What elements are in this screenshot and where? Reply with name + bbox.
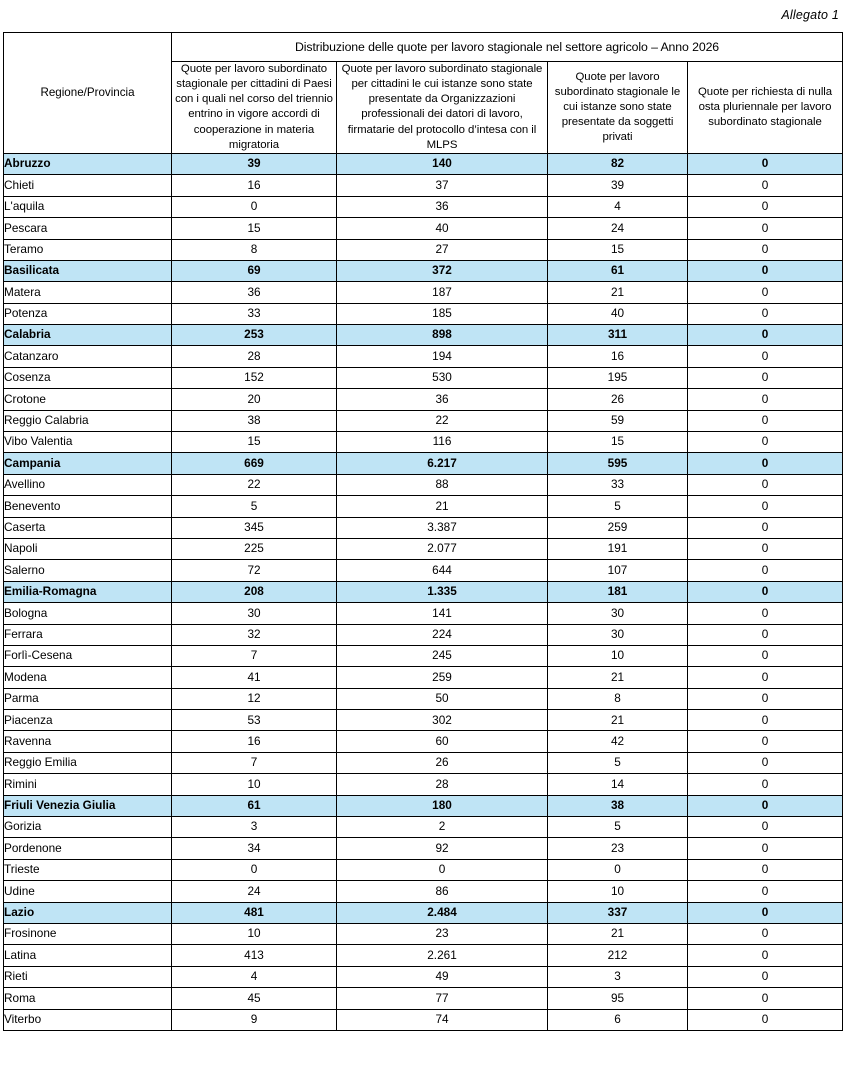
cell-quota-col2: 74 (337, 1009, 548, 1030)
cell-quota-col3: 6 (548, 1009, 688, 1030)
cell-quota-col3: 5 (548, 752, 688, 773)
cell-quota-col3: 8 (548, 688, 688, 709)
cell-quota-col3: 0 (548, 859, 688, 880)
cell-quota-col3: 5 (548, 817, 688, 838)
cell-quota-col1: 481 (172, 902, 337, 923)
cell-quota-col1: 41 (172, 667, 337, 688)
cell-quota-col1: 32 (172, 624, 337, 645)
cell-quota-col1: 5 (172, 496, 337, 517)
cell-quota-col2: 49 (337, 966, 548, 987)
table-row-province (4, 667, 843, 688)
column-header-1: Quote per lavoro subordinato stagionale per cittadini di Paesi con i quali nel corso del triennio entrino in vigore accordi di cooperazione in materia migratoria (172, 62, 337, 154)
cell-quota-col3: 21 (548, 282, 688, 303)
cell-quota-col2: 530 (337, 367, 548, 388)
cell-quota-col1: 24 (172, 881, 337, 902)
cell-quota-col4: 0 (688, 560, 843, 581)
cell-region-province-name: Gorizia (4, 817, 172, 838)
cell-quota-col1: 345 (172, 517, 337, 538)
cell-quota-col4: 0 (688, 603, 843, 624)
cell-quota-col1: 36 (172, 282, 337, 303)
cell-quota-col1: 15 (172, 432, 337, 453)
cell-region-province-name: Friuli Venezia Giulia (4, 795, 172, 816)
cell-quota-col2: 28 (337, 774, 548, 795)
cell-quota-col2: 644 (337, 560, 548, 581)
cell-quota-col1: 8 (172, 239, 337, 260)
table-row-province (4, 710, 843, 731)
cell-region-province-name: Vibo Valentia (4, 432, 172, 453)
cell-quota-col2: 6.217 (337, 453, 548, 474)
cell-quota-col4: 0 (688, 667, 843, 688)
cell-quota-col4: 0 (688, 538, 843, 559)
cell-quota-col4: 0 (688, 966, 843, 987)
cell-region-province-name: Caserta (4, 517, 172, 538)
cell-region-province-name: Forlì-Cesena (4, 645, 172, 666)
cell-region-province-name: Abruzzo (4, 153, 172, 174)
cell-quota-col2: 245 (337, 645, 548, 666)
cell-quota-col1: 208 (172, 581, 337, 602)
cell-quota-col3: 21 (548, 710, 688, 731)
table-row-province (4, 367, 843, 388)
cell-quota-col1: 7 (172, 645, 337, 666)
cell-quota-col3: 33 (548, 474, 688, 495)
cell-quota-col4: 0 (688, 282, 843, 303)
table-row-province (4, 688, 843, 709)
cell-quota-col4: 0 (688, 303, 843, 324)
cell-quota-col4: 0 (688, 496, 843, 517)
cell-quota-col4: 0 (688, 325, 843, 346)
cell-quota-col4: 0 (688, 517, 843, 538)
cell-region-province-name: Viterbo (4, 1009, 172, 1030)
cell-quota-col2: 86 (337, 881, 548, 902)
table-row-region (4, 581, 843, 602)
cell-quota-col3: 82 (548, 153, 688, 174)
cell-quota-col2: 2 (337, 817, 548, 838)
cell-region-province-name: Frosinone (4, 924, 172, 945)
cell-quota-col1: 34 (172, 838, 337, 859)
cell-quota-col2: 2.484 (337, 902, 548, 923)
cell-quota-col4: 0 (688, 710, 843, 731)
cell-region-province-name: Basilicata (4, 260, 172, 281)
cell-quota-col2: 302 (337, 710, 548, 731)
cell-quota-col4: 0 (688, 346, 843, 367)
cell-region-province-name: Chieti (4, 175, 172, 196)
cell-region-province-name: Pescara (4, 218, 172, 239)
cell-quota-col3: 14 (548, 774, 688, 795)
cell-quota-col1: 225 (172, 538, 337, 559)
row-header-cell: Regione/Provincia (4, 33, 172, 154)
cell-quota-col4: 0 (688, 474, 843, 495)
cell-quota-col1: 4 (172, 966, 337, 987)
cell-quota-col4: 0 (688, 731, 843, 752)
table-row-province (4, 496, 843, 517)
cell-quota-col2: 2.077 (337, 538, 548, 559)
table-row-region (4, 795, 843, 816)
table-row-province (4, 282, 843, 303)
cell-quota-col1: 7 (172, 752, 337, 773)
cell-region-province-name: Crotone (4, 389, 172, 410)
cell-quota-col3: 195 (548, 367, 688, 388)
cell-region-province-name: Emilia-Romagna (4, 581, 172, 602)
cell-region-province-name: Campania (4, 453, 172, 474)
table-row-province (4, 752, 843, 773)
table-row-region (4, 453, 843, 474)
cell-quota-col4: 0 (688, 153, 843, 174)
column-header-3: Quote per lavoro subordinato stagionale le cui istanze sono state presentate da soggetti privati (548, 62, 688, 154)
cell-quota-col2: 372 (337, 260, 548, 281)
table-row-province (4, 346, 843, 367)
cell-quota-col2: 2.261 (337, 945, 548, 966)
cell-region-province-name: Napoli (4, 538, 172, 559)
table-row-province (4, 474, 843, 495)
cell-quota-col3: 61 (548, 260, 688, 281)
cell-region-province-name: Piacenza (4, 710, 172, 731)
table-row-region (4, 902, 843, 923)
cell-quota-col3: 23 (548, 838, 688, 859)
cell-quota-col1: 10 (172, 924, 337, 945)
cell-quota-col4: 0 (688, 175, 843, 196)
table-row-province (4, 924, 843, 945)
cell-quota-col2: 92 (337, 838, 548, 859)
cell-quota-col2: 77 (337, 988, 548, 1009)
table-row-province (4, 432, 843, 453)
cell-quota-col2: 27 (337, 239, 548, 260)
cell-quota-col3: 5 (548, 496, 688, 517)
cell-quota-col2: 26 (337, 752, 548, 773)
cell-quota-col3: 181 (548, 581, 688, 602)
cell-quota-col3: 30 (548, 603, 688, 624)
cell-quota-col4: 0 (688, 795, 843, 816)
cell-quota-col3: 40 (548, 303, 688, 324)
column-header-4: Quote per richiesta di nulla osta pluriennale per lavoro subordinato stagionale (688, 62, 843, 154)
table-row-province (4, 239, 843, 260)
cell-quota-col4: 0 (688, 924, 843, 945)
table-row-province (4, 410, 843, 431)
cell-quota-col3: 3 (548, 966, 688, 987)
cell-quota-col1: 10 (172, 774, 337, 795)
cell-quota-col4: 0 (688, 838, 843, 859)
cell-quota-col2: 185 (337, 303, 548, 324)
cell-quota-col1: 152 (172, 367, 337, 388)
table-row-region (4, 325, 843, 346)
cell-quota-col4: 0 (688, 988, 843, 1009)
cell-quota-col3: 21 (548, 924, 688, 945)
table-row-province (4, 731, 843, 752)
table-row-province (4, 838, 843, 859)
cell-quota-col4: 0 (688, 239, 843, 260)
cell-region-province-name: Catanzaro (4, 346, 172, 367)
cell-region-province-name: Salerno (4, 560, 172, 581)
cell-quota-col1: 30 (172, 603, 337, 624)
cell-quota-col4: 0 (688, 624, 843, 645)
cell-quota-col2: 194 (337, 346, 548, 367)
cell-quota-col4: 0 (688, 752, 843, 773)
table-row-region (4, 260, 843, 281)
cell-quota-col4: 0 (688, 196, 843, 217)
cell-quota-col1: 45 (172, 988, 337, 1009)
cell-quota-col1: 15 (172, 218, 337, 239)
annex-label: Allegato 1 (781, 8, 839, 22)
cell-quota-col4: 0 (688, 881, 843, 902)
table-row-province (4, 1009, 843, 1030)
table-row-province (4, 303, 843, 324)
cell-quota-col4: 0 (688, 945, 843, 966)
cell-quota-col1: 9 (172, 1009, 337, 1030)
table-row-province (4, 966, 843, 987)
cell-region-province-name: Parma (4, 688, 172, 709)
cell-quota-col2: 36 (337, 389, 548, 410)
cell-region-province-name: Ravenna (4, 731, 172, 752)
table-header (4, 33, 843, 154)
cell-quota-col3: 10 (548, 645, 688, 666)
cell-quota-col3: 337 (548, 902, 688, 923)
cell-region-province-name: Ferrara (4, 624, 172, 645)
table-row-province (4, 603, 843, 624)
cell-quota-col3: 15 (548, 239, 688, 260)
cell-quota-col2: 0 (337, 859, 548, 880)
cell-quota-col2: 23 (337, 924, 548, 945)
cell-quota-col1: 61 (172, 795, 337, 816)
cell-quota-col4: 0 (688, 1009, 843, 1030)
cell-quota-col1: 669 (172, 453, 337, 474)
cell-quota-col1: 53 (172, 710, 337, 731)
table-row-province (4, 560, 843, 581)
cell-region-province-name: Bologna (4, 603, 172, 624)
cell-quota-col1: 253 (172, 325, 337, 346)
cell-quota-col2: 36 (337, 196, 548, 217)
table-title-row (4, 33, 843, 62)
cell-quota-col1: 22 (172, 474, 337, 495)
cell-quota-col1: 72 (172, 560, 337, 581)
column-header-2: Quote per lavoro subordinato stagionale per cittadini le cui istanze sono state presentate da Organizzazioni professionali dei datori di lavoro, firmatarie del protocollo d’intesa con il MLPS (337, 62, 548, 154)
cell-quota-col3: 259 (548, 517, 688, 538)
table-row-province (4, 988, 843, 1009)
cell-quota-col3: 107 (548, 560, 688, 581)
cell-quota-col2: 898 (337, 325, 548, 346)
cell-quota-col1: 69 (172, 260, 337, 281)
cell-quota-col2: 224 (337, 624, 548, 645)
cell-quota-col2: 180 (337, 795, 548, 816)
cell-quota-col4: 0 (688, 688, 843, 709)
cell-quota-col3: 59 (548, 410, 688, 431)
cell-quota-col1: 33 (172, 303, 337, 324)
cell-quota-col4: 0 (688, 902, 843, 923)
cell-region-province-name: Trieste (4, 859, 172, 880)
cell-region-province-name: Pordenone (4, 838, 172, 859)
cell-quota-col4: 0 (688, 581, 843, 602)
cell-quota-col4: 0 (688, 453, 843, 474)
cell-quota-col2: 140 (337, 153, 548, 174)
table-row-province (4, 538, 843, 559)
cell-quota-col4: 0 (688, 859, 843, 880)
cell-quota-col3: 212 (548, 945, 688, 966)
table-row-province (4, 196, 843, 217)
cell-quota-col4: 0 (688, 432, 843, 453)
cell-region-province-name: Avellino (4, 474, 172, 495)
table-body (4, 153, 843, 1030)
cell-quota-col1: 20 (172, 389, 337, 410)
table-row-province (4, 817, 843, 838)
cell-quota-col3: 15 (548, 432, 688, 453)
cell-quota-col2: 22 (337, 410, 548, 431)
cell-quota-col3: 42 (548, 731, 688, 752)
cell-region-province-name: Roma (4, 988, 172, 1009)
cell-quota-col4: 0 (688, 817, 843, 838)
cell-quota-col2: 88 (337, 474, 548, 495)
cell-quota-col4: 0 (688, 367, 843, 388)
cell-quota-col3: 10 (548, 881, 688, 902)
cell-region-province-name: Reggio Emilia (4, 752, 172, 773)
cell-region-province-name: Rieti (4, 966, 172, 987)
cell-quota-col4: 0 (688, 260, 843, 281)
cell-quota-col2: 1.335 (337, 581, 548, 602)
cell-quota-col2: 50 (337, 688, 548, 709)
cell-quota-col2: 141 (337, 603, 548, 624)
cell-quota-col2: 259 (337, 667, 548, 688)
table-row-province (4, 774, 843, 795)
cell-quota-col1: 12 (172, 688, 337, 709)
table-row-province (4, 389, 843, 410)
cell-region-province-name: Teramo (4, 239, 172, 260)
cell-region-province-name: Reggio Calabria (4, 410, 172, 431)
cell-quota-col1: 38 (172, 410, 337, 431)
cell-quota-col2: 40 (337, 218, 548, 239)
table-row-province (4, 517, 843, 538)
cell-quota-col3: 21 (548, 667, 688, 688)
cell-region-province-name: Latina (4, 945, 172, 966)
cell-quota-col1: 0 (172, 196, 337, 217)
cell-region-province-name: Benevento (4, 496, 172, 517)
cell-region-province-name: Rimini (4, 774, 172, 795)
cell-quota-col3: 24 (548, 218, 688, 239)
cell-quota-col4: 0 (688, 410, 843, 431)
table-row-province (4, 859, 843, 880)
cell-quota-col2: 3.387 (337, 517, 548, 538)
table-row-province (4, 881, 843, 902)
cell-quota-col3: 4 (548, 196, 688, 217)
cell-quota-col3: 26 (548, 389, 688, 410)
cell-quota-col3: 38 (548, 795, 688, 816)
table-row-province (4, 175, 843, 196)
cell-quota-col2: 116 (337, 432, 548, 453)
table-row-province (4, 624, 843, 645)
cell-quota-col1: 16 (172, 731, 337, 752)
cell-quota-col3: 311 (548, 325, 688, 346)
cell-quota-col4: 0 (688, 774, 843, 795)
cell-quota-col1: 413 (172, 945, 337, 966)
cell-quota-col4: 0 (688, 645, 843, 666)
cell-quota-col3: 16 (548, 346, 688, 367)
cell-quota-col2: 37 (337, 175, 548, 196)
cell-quota-col3: 30 (548, 624, 688, 645)
cell-region-province-name: Calabria (4, 325, 172, 346)
cell-quota-col1: 16 (172, 175, 337, 196)
cell-quota-col3: 95 (548, 988, 688, 1009)
cell-region-province-name: Matera (4, 282, 172, 303)
cell-quota-col3: 191 (548, 538, 688, 559)
cell-quota-col1: 28 (172, 346, 337, 367)
cell-quota-col4: 0 (688, 389, 843, 410)
table-row-region (4, 153, 843, 174)
cell-region-province-name: Modena (4, 667, 172, 688)
table-row-province (4, 218, 843, 239)
cell-quota-col2: 187 (337, 282, 548, 303)
table-title-cell: Distribuzione delle quote per lavoro stagionale nel settore agricolo – Anno 2026 (172, 33, 843, 62)
cell-region-province-name: Udine (4, 881, 172, 902)
table-row-province (4, 645, 843, 666)
table-row-province (4, 945, 843, 966)
cell-region-province-name: L'aquila (4, 196, 172, 217)
quota-distribution-table (3, 32, 843, 1031)
cell-quota-col3: 595 (548, 453, 688, 474)
cell-region-province-name: Potenza (4, 303, 172, 324)
cell-quota-col1: 0 (172, 859, 337, 880)
cell-region-province-name: Lazio (4, 902, 172, 923)
cell-quota-col1: 3 (172, 817, 337, 838)
cell-quota-col3: 39 (548, 175, 688, 196)
cell-quota-col1: 39 (172, 153, 337, 174)
cell-quota-col2: 21 (337, 496, 548, 517)
cell-region-province-name: Cosenza (4, 367, 172, 388)
cell-quota-col2: 60 (337, 731, 548, 752)
cell-quota-col4: 0 (688, 218, 843, 239)
